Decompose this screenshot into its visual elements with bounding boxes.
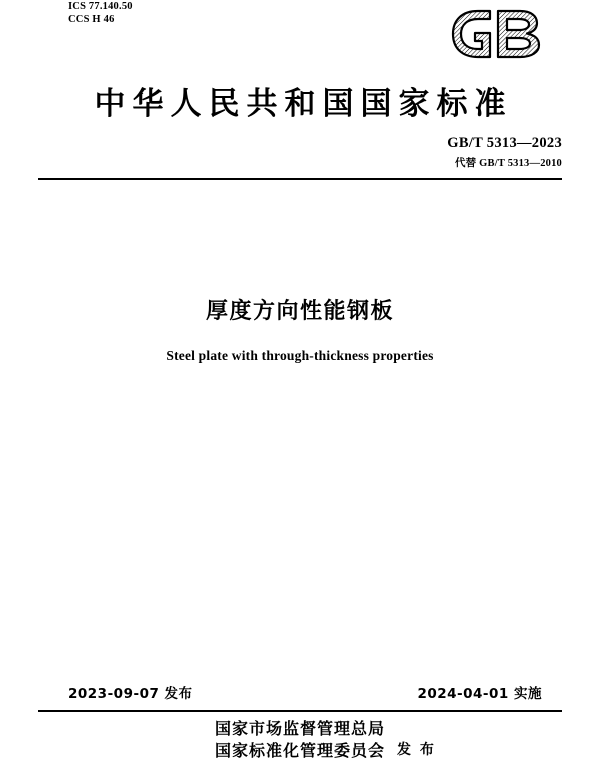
ics-code: ICS 77.140.50 xyxy=(68,1,133,12)
implementation-date: 2024-04-01 实施 xyxy=(417,686,542,702)
standard-number-block xyxy=(447,133,562,171)
national-standard-title: 中华人民共和国国家标准 xyxy=(94,86,513,122)
classification-codes xyxy=(68,0,133,26)
standard-number: GB/T 5313—2023 xyxy=(447,135,562,151)
document-title-english: Steel plate with through-thickness properties xyxy=(166,348,434,363)
publisher-block xyxy=(0,718,600,761)
header-divider xyxy=(38,178,562,180)
issue-date: 2023-09-07 发布 xyxy=(68,686,193,702)
publisher-action: 发 布 xyxy=(397,742,436,759)
gb-logo-icon xyxy=(448,6,544,62)
footer-divider xyxy=(38,710,562,712)
ccs-code: CCS H 46 xyxy=(68,14,115,26)
document-title-chinese: 厚度方向性能钢板 xyxy=(205,299,394,324)
publisher-names xyxy=(214,718,436,761)
standard-replaces: 代替 GB/T 5313—2010 xyxy=(454,158,562,170)
publisher-line-1: 国家市场监督管理总局 xyxy=(214,719,385,738)
publisher-line-2: 国家标准化管理委员会 xyxy=(214,740,385,760)
